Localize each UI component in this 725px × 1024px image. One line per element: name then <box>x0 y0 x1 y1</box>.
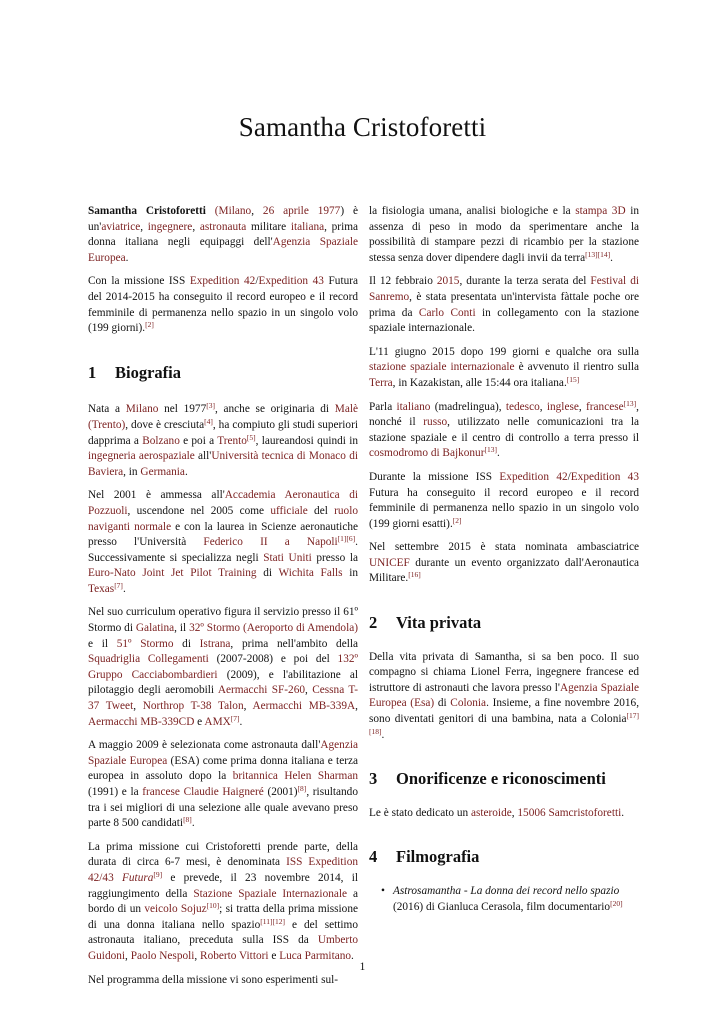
link-francese[interactable]: francese <box>142 786 180 798</box>
link-squadriglia[interactable]: Squadriglia Collegamenti <box>88 653 209 666</box>
ref-link[interactable]: [9] <box>153 869 163 879</box>
bio-paragraph: la fisiologia umana, analisi biologiche e la stampa 3D in assenza di peso in modo da sperimentare anche la possibilità di stampare pezzi di ricambio per la stazione stessa senza dover dipendere dagli invii da terra[13][14]. <box>369 205 639 264</box>
link-esa[interactable]: Agenzia Spaziale Europea <box>88 739 358 767</box>
bio-paragraph: Nel settembre 2015 è stata nominata ambasciatrice UNICEF durante un evento organizzato dall'Aeronautica Militare.[16] <box>369 541 639 585</box>
link-sanremo[interactable]: Festival di Sanremo <box>369 275 639 303</box>
link-carlo-conti[interactable]: Carlo Conti <box>418 306 476 319</box>
link-expedition-42[interactable]: Expedition 42 <box>499 470 568 483</box>
ref-link[interactable]: [5] <box>246 432 256 442</box>
link-federico-ii[interactable]: Federico II a Napoli <box>203 536 338 549</box>
bullet-icon: • <box>381 885 385 897</box>
link-galatina[interactable]: Galatina <box>135 622 175 635</box>
link-esa[interactable]: Agenzia Spaziale Europea (Esa) <box>369 681 639 710</box>
ref-link[interactable]: [3] <box>206 401 215 411</box>
link-iss-expedition[interactable]: ISS Expedition 42/43 Futura <box>88 856 358 884</box>
intro-record-paragraph: Con la missione ISS Expedition 42/Expedition 43 Futura del 2014-2015 ha conseguito il record europeo e il record femminile di permanenza nello spazio in un singolo volo (199 giorni).[2] <box>88 275 359 335</box>
link-milano[interactable]: Milano <box>125 403 159 416</box>
bio-paragraph: Durante la missione ISS Expedition 42/Expedition 43 Futura ha conseguito il record europeo e il record femminile di permanenza nello spazio in un singolo volo (199 giorni esatti).[2] <box>369 470 639 530</box>
link-stati-uniti[interactable]: Stati Uniti <box>263 551 312 564</box>
link-bolzano[interactable]: Bolzano <box>142 434 180 447</box>
link-tedesco[interactable]: tedesco <box>505 400 540 413</box>
link-colonia[interactable]: Colonia <box>450 697 487 710</box>
vita-privata-paragraph: Della vita privata di Samantha, si sa ben poco. Il suo compagno si chiama Lionel Ferra, ingegnere francese ed istruttore di astronauti che lavora presso l'Agenzia Spaziale Europea (Esa) di Colonia. Insieme, a fine novembre 2016, sono diventati genitori di una bambina, nata a Colonia[17][18]. <box>369 650 640 741</box>
page-title: Samantha Cristoforetti <box>238 112 487 142</box>
link-russo[interactable]: russo <box>423 416 448 429</box>
link-32-stormo[interactable]: 32º Stormo (Aeroporto di Amendola) <box>189 622 358 635</box>
link-stazione-spaziale[interactable]: stazione spaziale internazionale <box>369 361 515 374</box>
link-guidoni[interactable]: Umberto Guidoni <box>88 934 358 962</box>
link-bajkonur[interactable]: cosmodromo di Bajkonur <box>369 447 485 460</box>
link-inglese[interactable]: inglese <box>546 400 579 413</box>
link-italiana[interactable]: italiana <box>290 220 325 233</box>
link-haignere[interactable]: Claudie Haigneré <box>183 786 264 798</box>
page-number: 1 <box>359 961 366 973</box>
link-italiano[interactable]: italiano <box>396 400 431 413</box>
link-parmitano[interactable]: Luca Parmitano <box>279 949 352 962</box>
link-cessna[interactable]: Cessna T-37 Tweet <box>88 684 359 713</box>
filmography-list <box>381 884 639 915</box>
link-ufficiale[interactable]: ufficiale <box>270 504 308 517</box>
bio-paragraph: Parla italiano (madrelingua), tedesco, inglese, francese[13], nonché il russo, utilizzato nelle comunicazioni tra la stazione spaziale e il centro di controllo a terra presso il cosmodromo di Bajkonur[13]. <box>369 398 639 460</box>
link-male[interactable]: Malè (Trento) <box>88 403 358 431</box>
link-51-stormo[interactable]: 51º Stormo <box>116 637 174 650</box>
link-stampa-3d[interactable]: stampa 3D <box>575 205 626 217</box>
link-nespoli[interactable]: Paolo Nespoli <box>130 949 195 962</box>
ref-link[interactable]: [7] <box>114 580 123 590</box>
link-iss[interactable]: Stazione Spaziale Internazionale <box>193 887 348 900</box>
ref-link[interactable]: [8] <box>183 815 192 825</box>
link-enjjpt[interactable]: Euro-Nato Joint Jet Pilot Training <box>88 567 257 580</box>
intro-paragraph: Samantha Cristoforetti (Milano, 26 aprile 1977) è un'aviatrice, ingegnere, astronauta militare italiana, prima donna italiana negli equipaggi dell'Agenzia Spaziale Europea. <box>88 205 359 264</box>
section-heading-onorificenze: 3 Onorificenze e riconoscimenti <box>369 769 606 789</box>
link-astronauta[interactable]: astronauta <box>199 220 247 233</box>
link-mb339cd[interactable]: Aermacchi MB-339CD <box>88 715 195 728</box>
bio-paragraph: Nel suo curriculum operativo figura il servizio presso il 61º Stormo di Galatina, il 32º Stormo (Aeroporto di Amendola) e il 51º Stormo di Istrana, prima nell'ambito della Squadriglia Collegamenti (2007-2008) e poi del 132º Gruppo Cacciabombardieri (2009), e l'abilitazione al pilotaggio degli aeromobili Aermacchi SF-260, Cessna T-37 Tweet, Northrop T-38 Talon, Aermacchi MB-339A, Aermacchi MB-339CD e AMX[7]. <box>88 606 359 728</box>
ref-link[interactable]: [10] <box>206 901 220 911</box>
link-texas[interactable]: Texas <box>88 582 115 595</box>
link-2015[interactable]: 2015 <box>436 275 460 288</box>
bio-paragraph: La prima missione cui Cristoforetti prende parte, della durata di circa 6-7 mesi, è denominata ISS Expedition 42/43 Futura[9] e prevede, il 23 novembre 2014, il raggiungimento della Stazione Spaziale Internazionale a bordo di un veicolo Sojuz[10]; si tratta della prima missione di una donna italiana nello spazio[11][12] e del settimo astronauta italiano, preceduta sulla ISS da Umberto Guidoni, Paolo Nespoli, Roberto Vittori e Luca Parmitano. <box>88 840 358 962</box>
link-aviatrice[interactable]: aviatrice <box>101 220 141 233</box>
link-terra[interactable]: Terra <box>369 376 393 389</box>
link-sharman[interactable]: Helen Sharman <box>284 770 358 783</box>
bio-paragraph: Il 12 febbraio 2015, durante la terza serata del Festival di Sanremo, è stata presentata un'intervista fàttale poche ore prima da Carlo Conti in collegamento con la stazione spaziale internazionale. <box>369 275 639 335</box>
ref-link[interactable]: [7] <box>230 713 240 723</box>
link-sf260[interactable]: Aermacchi SF-260 <box>217 684 306 697</box>
link-britannica[interactable]: britannica <box>232 770 278 783</box>
ref-link[interactable]: [17][18] <box>369 711 639 736</box>
link-asteroide[interactable]: asteroide <box>470 806 512 819</box>
link-samcristoforetti[interactable]: 15006 Samcristoforetti <box>517 806 622 819</box>
ref-link[interactable]: [1][6] <box>337 534 356 544</box>
link-tum[interactable]: Università tecnica di Monaco di Baviera <box>88 450 358 478</box>
link-mb339a[interactable]: Aermacchi MB-339A <box>252 700 356 713</box>
link-expedition-42[interactable]: Expedition 42 <box>189 275 256 288</box>
section-heading-filmografia: 4 Filmografia <box>369 847 480 867</box>
ref-link[interactable]: [13][14] <box>585 249 611 259</box>
link-expedition-43[interactable]: Expedition 43 <box>258 275 324 288</box>
link-expedition-43[interactable]: Expedition 43 <box>570 470 639 483</box>
link-ingegneria-aerospaziale[interactable]: ingegneria aerospaziale <box>88 450 195 463</box>
ref-link[interactable]: [20] <box>610 898 623 908</box>
ref-link[interactable]: [2] <box>452 515 462 525</box>
link-accademia[interactable]: Accademia Aeronautica di Pozzuoli <box>88 489 358 517</box>
link-birthdate[interactable]: 26 aprile 1977 <box>262 205 341 217</box>
ref-link[interactable]: [11][12] <box>260 916 285 926</box>
ref-link[interactable]: [15] <box>566 374 580 384</box>
list-item: • Astrosamantha - La donna dei record nello spazio (2016) di Gianluca Cerasola, film documentario[20] <box>381 885 623 913</box>
left-column <box>88 204 358 996</box>
bio-paragraph: L'11 giugno 2015 dopo 199 giorni e qualche ora sulla stazione spaziale internazionale è avvenuto il rientro sulla Terra, in Kazakistan, alle 15:44 ora italiana.[15] <box>369 345 639 389</box>
link-germania[interactable]: Germania <box>140 465 185 478</box>
link-francese[interactable]: francese <box>586 400 624 413</box>
link-wichita-falls[interactable]: Wichita Falls <box>278 567 343 580</box>
bio-paragraph: A maggio 2009 è selezionata come astronauta dall'Agenzia Spaziale Europea (ESA) come prima donna italiana e terza europea in assoluto dopo la britannica Helen Sharman (1991) e la francese Claudie Haigneré (2001)[8], risultando tra i sei migliori di una selezione alle quale avevano preso parte 8 500 candidati[8]. <box>88 739 358 830</box>
link-t38[interactable]: Northrop T-38 Talon <box>142 700 244 713</box>
bio-paragraph: Nel programma della missione vi sono esperimenti sul- <box>88 973 339 986</box>
link-amx[interactable]: AMX <box>204 715 231 728</box>
ref-link[interactable]: [2] <box>145 320 154 330</box>
ref-link[interactable]: [4] <box>204 416 213 426</box>
link-istrana[interactable]: Istrana <box>199 637 231 650</box>
bio-paragraph: Nata a Milano nel 1977[3], anche se originaria di Malè (Trento), dove è cresciuta[4], ha compiuto gli studi superiori dapprima a Bolzano e poi a Trento[5], laureandosi quindi in ingegneria aerospaziale all'Università tecnica di Monaco di Baviera, in Germania. <box>88 401 359 478</box>
link-ingegnere[interactable]: ingegnere <box>147 220 193 233</box>
ref-link[interactable]: [13] <box>623 398 637 408</box>
link-milano[interactable]: (Milano <box>214 205 252 217</box>
section-heading-biografia: 1 Biografia <box>88 362 181 382</box>
link-vittori[interactable]: Roberto Vittori <box>200 949 269 962</box>
bio-paragraph: Nel 2001 è ammessa all'Accademia Aeronautica di Pozzuoli, uscendone nel 2005 come ufficiale del ruolo naviganti normale e con la laurea in Scienze aeronautiche presso l'Università Federico II a Napoli[1][6]. Successivamente si specializza negli Stati Uniti presso la Euro-Nato Joint Jet Pilot Training di Wichita Falls in Texas[7]. <box>88 489 358 595</box>
right-column <box>369 204 639 915</box>
link-sojuz[interactable]: veicolo Sojuz <box>144 903 207 916</box>
ref-link[interactable]: [16] <box>408 570 421 580</box>
ref-link[interactable]: [13] <box>484 445 497 455</box>
section-heading-vita-privata: 2 Vita privata <box>369 613 482 633</box>
link-ruolo[interactable]: ruolo naviganti normale <box>88 504 358 533</box>
link-trento[interactable]: Trento <box>217 434 247 447</box>
subject-name: Samantha Cristoforetti <box>88 205 206 217</box>
onorificenze-paragraph: Le è stato dedicato un asteroide, 15006 Samcristoforetti. <box>369 806 625 819</box>
ref-link[interactable]: [8] <box>297 784 307 793</box>
link-unicef[interactable]: UNICEF <box>369 556 410 569</box>
link-132-gruppo[interactable]: 132º Gruppo Cacciabombardieri <box>88 653 358 681</box>
link-esa[interactable]: Agenzia Spaziale Europea <box>88 236 358 264</box>
